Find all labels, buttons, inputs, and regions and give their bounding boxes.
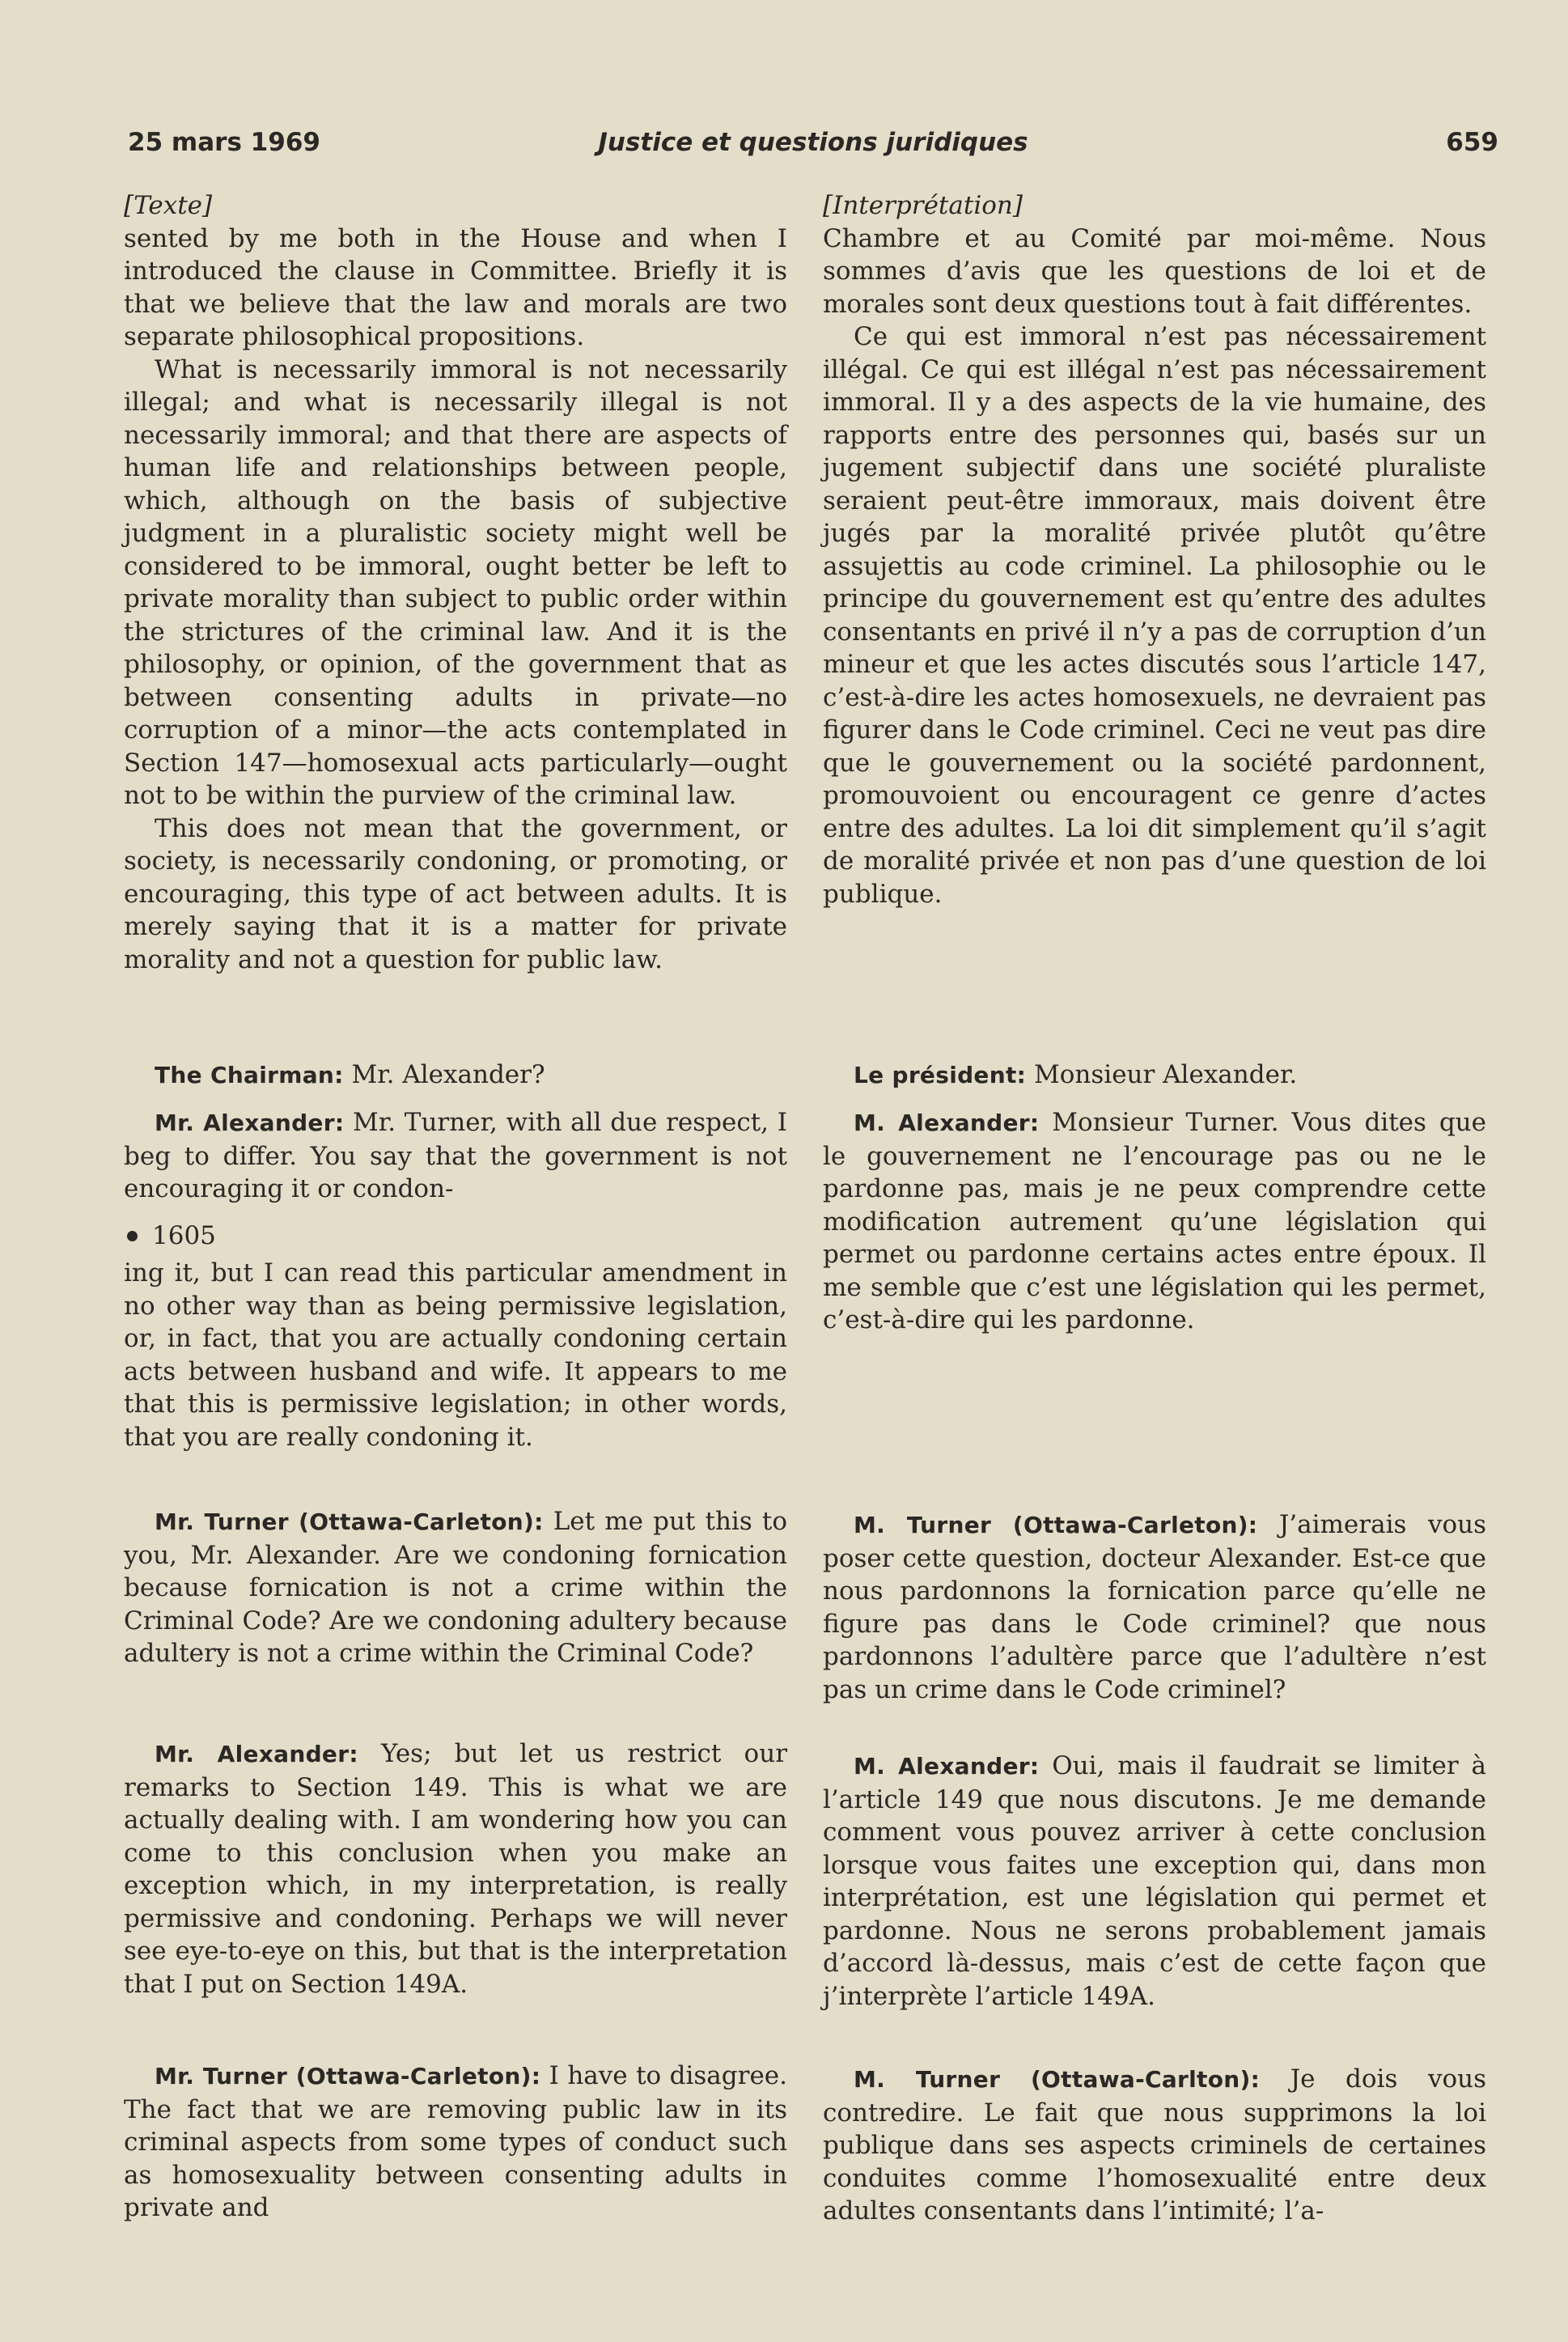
speech-text: I have to disagree. The fact that we are removing public law in its criminal aspects from some types of conduct such as homosexuality between consenting adults in private and	[124, 2061, 787, 2222]
french-paragraph-1: Chambre et au Comité par moi-même. Nous sommes d’avis que les questions de loi et de morales sont deux questions tout à fait différentes.	[823, 223, 1486, 319]
speech-text: Monsieur Turner. Vous dites que le gouvernement ne l’encourage pas ou ne le pardonne pas, mais je ne peux comprendre cette modification autrement qu’une législation qui permet ou pardonne certains actes entre époux. Il me semble que c’est une législation qui les permet, c’est-à-dire qui les pardonne.	[823, 1108, 1486, 1334]
speech-text: J’aimerais vous poser cette question, docteur Alexander. Est-ce que nous pardonnons la fornication parce qu’elle ne figure pas dans le Code criminel? que nous pardonnons l’adultère parce que l’adultère n’est pas un crime dans le Code criminel?	[823, 1510, 1486, 1704]
speech	[124, 1106, 787, 1206]
french-turner-turn-1	[823, 1508, 1486, 1706]
time-marker-text: 1605	[152, 1221, 216, 1250]
speech	[823, 1750, 1486, 2013]
english-chairman-turn	[124, 1059, 787, 1093]
french-turner-turn-2	[823, 2063, 1486, 2228]
english-alexander-continuation	[124, 1257, 787, 1453]
speech-text: Mr. Turner, with all due respect, I beg to differ. You say that the government is not encouraging it or condon-	[124, 1108, 787, 1203]
speaker-name: M. Turner (Ottawa-Carlton):	[854, 2066, 1261, 2093]
header-date: 25 mars 1969	[128, 128, 320, 157]
french-chairman-turn	[823, 1059, 1486, 1093]
english-column-label: [Texte]	[124, 191, 213, 220]
speaker-name: Mr. Turner (Ottawa-Carleton):	[155, 1508, 544, 1535]
english-turner-turn-2	[124, 2060, 787, 2225]
speaker-name: Le président:	[854, 1062, 1027, 1088]
speech-text: Mr. Alexander?	[343, 1060, 545, 1089]
speech	[124, 1059, 787, 1093]
speaker-name: Mr. Alexander:	[155, 1741, 358, 1767]
speaker-name: M. Turner (Ottawa-Carleton):	[854, 1512, 1258, 1538]
speaker-name: M. Alexander:	[854, 1109, 1040, 1136]
speech	[124, 1505, 787, 1670]
speech	[124, 1737, 787, 2000]
french-paragraph-2: Ce qui est immoral n’est pas nécessairement illégal. Ce qui est illégal n’est pas nécessairement immoral. Il y a des aspects de la vie humaine, des rapports entre des personnes qui, basés sur un jugement subjectif dans une société pluraliste seraient peut-être immoraux, mais doivent être jugés par la moralité privée plutôt qu’être assujettis au code criminel. La philosophie ou le principe du gouvernement est qu’entre des adultes consentants en privé il n’y a pas de corruption d’un mineur et que les actes discutés sous l’article 147, c’est-à-dire les actes homosexuels, ne devraient pas figurer dans le Code criminel. Ceci ne veut pas dire que le gouvernement ou la société pardonnent, promouvoient ou encouragent ce genre d’actes entre des adultes. La loi dit simplement qu’il s’agit de moralité privée et non pas d’une question de loi publique.	[823, 322, 1486, 909]
french-alexander-turn-1	[823, 1106, 1486, 1337]
french-column-label: [Interprétation]	[823, 191, 1023, 220]
speech-text: Oui, mais il faudrait se limiter à l’article 149 que nous discutons. Je me demande comment vous pouvez arriver à cette conclusion lorsque vous faites une exception qui, dans mon interprétation, est une législation qui permet et pardonne. Nous ne serons probablement jamais d’accord là-dessus, mais c’est de cette façon que j’interprète l’article 149A.	[823, 1751, 1486, 2011]
speech-text: Yes; but let us restrict our remarks to Section 149. This is what we are actually dealing with. I am wondering how you can come to this conclusion when you make an exception which, in my interpretation, is really permissive and condoning. Perhaps we will never see eye-to-eye on this, but that is the interpretation that I put on Section 149A.	[124, 1739, 788, 1999]
speaker-name: Mr. Alexander:	[155, 1109, 345, 1136]
speech-text: Je dois vous contredire. Le fait que nous supprimons la loi publique dans ses aspects criminels de certaines conduites comme l’homosexualité entre deux adultes consentants dans l’intimité; l’a-	[823, 2064, 1487, 2225]
speaker-name: M. Alexander:	[854, 1753, 1040, 1780]
speaker-name: Mr. Turner (Ottawa-Carleton):	[155, 2063, 541, 2090]
french-opening	[823, 189, 1486, 910]
speech	[823, 1508, 1486, 1706]
speech-continuation: ing it, but I can read this particular amendment in no other way than as being permissive legislation, or, in fact, that you are actually condoning certain acts between husband and wife. It appears to me that this is permissive legislation; in other words, that you are really condoning it.	[124, 1258, 787, 1452]
english-paragraph-2: What is necessarily immoral is not necessarily illegal; and what is necessarily illegal is not necessarily immoral; and that there are aspects of human life and relationships between people, which, although on the basis of subjective judgment in a pluralistic society might well be considered to be immoral, ought better be left to private morality than subject to public order within the strictures of the criminal law. And it is the philosophy, or opinion, of the government that as between consenting adults in private—no corruption of a minor—the acts contemplated in Section 147—homosexual acts particularly—ought not to be within the purview of the criminal law.	[124, 354, 787, 810]
speaker-name: The Chairman:	[155, 1062, 344, 1088]
speech-text: Monsieur Alexander.	[1026, 1060, 1298, 1089]
english-paragraph-1: sented by me both in the House and when I introduced the clause in Committee. Briefly it is that we believe that the law and morals are two separate philosophical propositions.	[124, 223, 787, 351]
english-alexander-turn-1	[124, 1106, 787, 1206]
speech	[823, 1106, 1486, 1337]
header-title: Justice et questions juridiques	[598, 128, 1028, 157]
time-marker	[124, 1220, 787, 1253]
english-alexander-turn-2	[124, 1737, 787, 2000]
english-paragraph-3: This does not mean that the government, or society, is necessarily condoning, or promoting, or encouraging, this type of act between adults. It is merely saying that it is a matter for private morality and not a question for public law.	[124, 813, 787, 974]
french-alexander-turn-2	[823, 1750, 1486, 2013]
running-header	[128, 128, 1498, 168]
bullet-icon	[127, 1231, 138, 1241]
page-number: 659	[1446, 128, 1498, 157]
speech	[823, 2063, 1486, 2228]
speech	[823, 1059, 1486, 1093]
speech	[124, 2060, 787, 2225]
speech-text: Let me put this to you, Mr. Alexander. Are we condoning fornication because fornication is not a crime within the Criminal Code? Are we condoning adultery because adultery is not a crime within the Criminal Code?	[124, 1507, 787, 1668]
english-opening	[124, 189, 787, 976]
english-turner-turn-1	[124, 1505, 787, 1670]
